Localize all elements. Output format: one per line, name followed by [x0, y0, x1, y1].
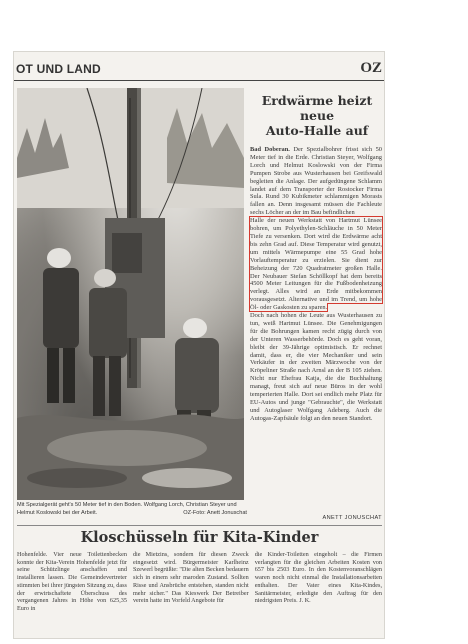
photo-caption-text: Mit Spezialgerät geht's 50 Meter tief in den Boden. Wolfgang Lorch, Christian Steyer und Helmut Koslowski bei der Arbeit.	[17, 502, 237, 516]
text-column	[255, 551, 382, 613]
article-photo	[17, 88, 244, 500]
section-header	[14, 62, 384, 81]
paper-logo: OZ	[360, 60, 382, 76]
column-text: die Kinder-Toiletten eingeholt – die Firmen verlangten für die gleichen Arbeiten Kosten von 657 bis 2503 Euro. In den Kostenvoranschlägen waren noch nicht einmal die Installationsarbeiten enthalten. Der Vater eines Kita-Kindes, Sanitärmeister, erledigte den Auftrag für den niedrigsten Preis. J. K.	[254, 551, 382, 605]
dateline: Bad Doberan.	[250, 146, 290, 153]
photo-caption	[17, 502, 247, 517]
drilling-scene-illustration	[17, 88, 244, 500]
bottom-article-body	[17, 551, 382, 613]
article-paragraph	[250, 217, 382, 312]
section-name: OT UND LAND	[16, 62, 101, 76]
article-paragraph	[250, 146, 382, 217]
highlighted-passage: Halle der neuen Werkstatt von Hartmut Lünsee bohren, um Polyethylen-Schläuche in 50 Meter Tiefe zu versenken. Dort wird die Erdwärme acht bis zehn Grad auf. Diese Temperatur wird genutzt, um mittels Wärmepumpe eine 55 Grad hohe Vorlauftemperatur zu erzielen. Sie dient zur Beheizung der 720 Quadratmeter großen Halle. Der Neubauer Stefan Schöllkopf hat dem bereits 4500 Meter Leitungen für die Fußbodenheizung verlegt. Alles wird an Erde mitbekommen vorausgesetzt. Alternative und im Trend, um hohe Öl- oder Gaskosten zu sparen.	[250, 217, 382, 312]
article-headline	[250, 93, 384, 138]
headline-line: neue	[299, 108, 335, 123]
column-text: Hohenfelde. Vier neue Toilettenbecken konnte der Kita-Verein Hohenfelde jetzt für seine Schützlinge anschaffen und installieren lassen. Die Gemeindevertreter stimmten bei ihrer jüngsten Sitzung zu, dass der erwirtschaftete Überschuss des vergangenen Jahres in Höhe von 625,35 Euro in	[17, 551, 127, 612]
text-column	[133, 551, 249, 613]
headline-line: Erdwärme heizt	[261, 93, 373, 108]
article-paragraph	[250, 312, 382, 423]
bottom-article-headline: Kloschüsseln für Kita-Kinder	[80, 529, 319, 546]
article-divider	[17, 525, 382, 526]
photo-credit: OZ-Foto: Anett Jonuschat	[183, 509, 247, 516]
article-author: ANETT JONUSCHAT	[322, 515, 382, 521]
text-column	[17, 551, 127, 613]
paragraph-text: Doch nach hohen die Leute aus Wusterhausen zu tun, weiß Hartmut Lünsee. Die Genehmigungen für die Bohrungen kamen recht zügig durch von der Unteren Wasserbehörde. Doch es geht voran, bleibt der 39-Jährige optimistisch. Er rechnet damit, dass er, die vier Mechaniker und sein Verkäufer in der zweiten Märzwoche von der Kröpeliner Straße nach Arnsl an der B 105 ziehen. Nicht nur Ehefrau Katja, die die Buchhaltung managt, freut sich auf neue Büros in der wohl temperierten Halle. Dort sei endlich mehr Platz für EU-Autos und junge "Gebrauchte", die Werkstatt und Autoglaser Wolfgang Adeberg. Auch die Autogas-Zapfsäule folgt an den neuen Standort.	[250, 312, 382, 422]
paragraph-text: Der Spezialbohrer frisst sich 50 Meter tief in die Erde. Christian Steyer, Wolfgang Lorch und Helmut Koslowski von der Firma Pumpen Strobe aus Wusterhausen bei Greifswald begleiten die Anlage. Der aufgedüngene Schlamm landet auf dem Transporter der Rostocker Firma Sula. Rund 30 Kubikmeter schlammigen Morasts fallen an. Denn insgesamt müssen die Fachleute sechs Löcher an der im Bau befindlichen	[250, 146, 382, 217]
column-text: die Mietzins, sondern für diesen Zweck eingesetzt wird. Bürgermeister Karlheinz Szewerl begrüßte: "Die alten Becken bedauern sich in einem sehr maroden Zustand. Sollten Risse und Ansbrüche entstehen, standen nicht mehr sicher." Das Kieswerk Der Betreiber verein hatte im Vorfeld Angebote für	[132, 551, 249, 605]
article-body	[250, 146, 382, 423]
headline-line: Auto-Halle auf	[265, 123, 369, 138]
